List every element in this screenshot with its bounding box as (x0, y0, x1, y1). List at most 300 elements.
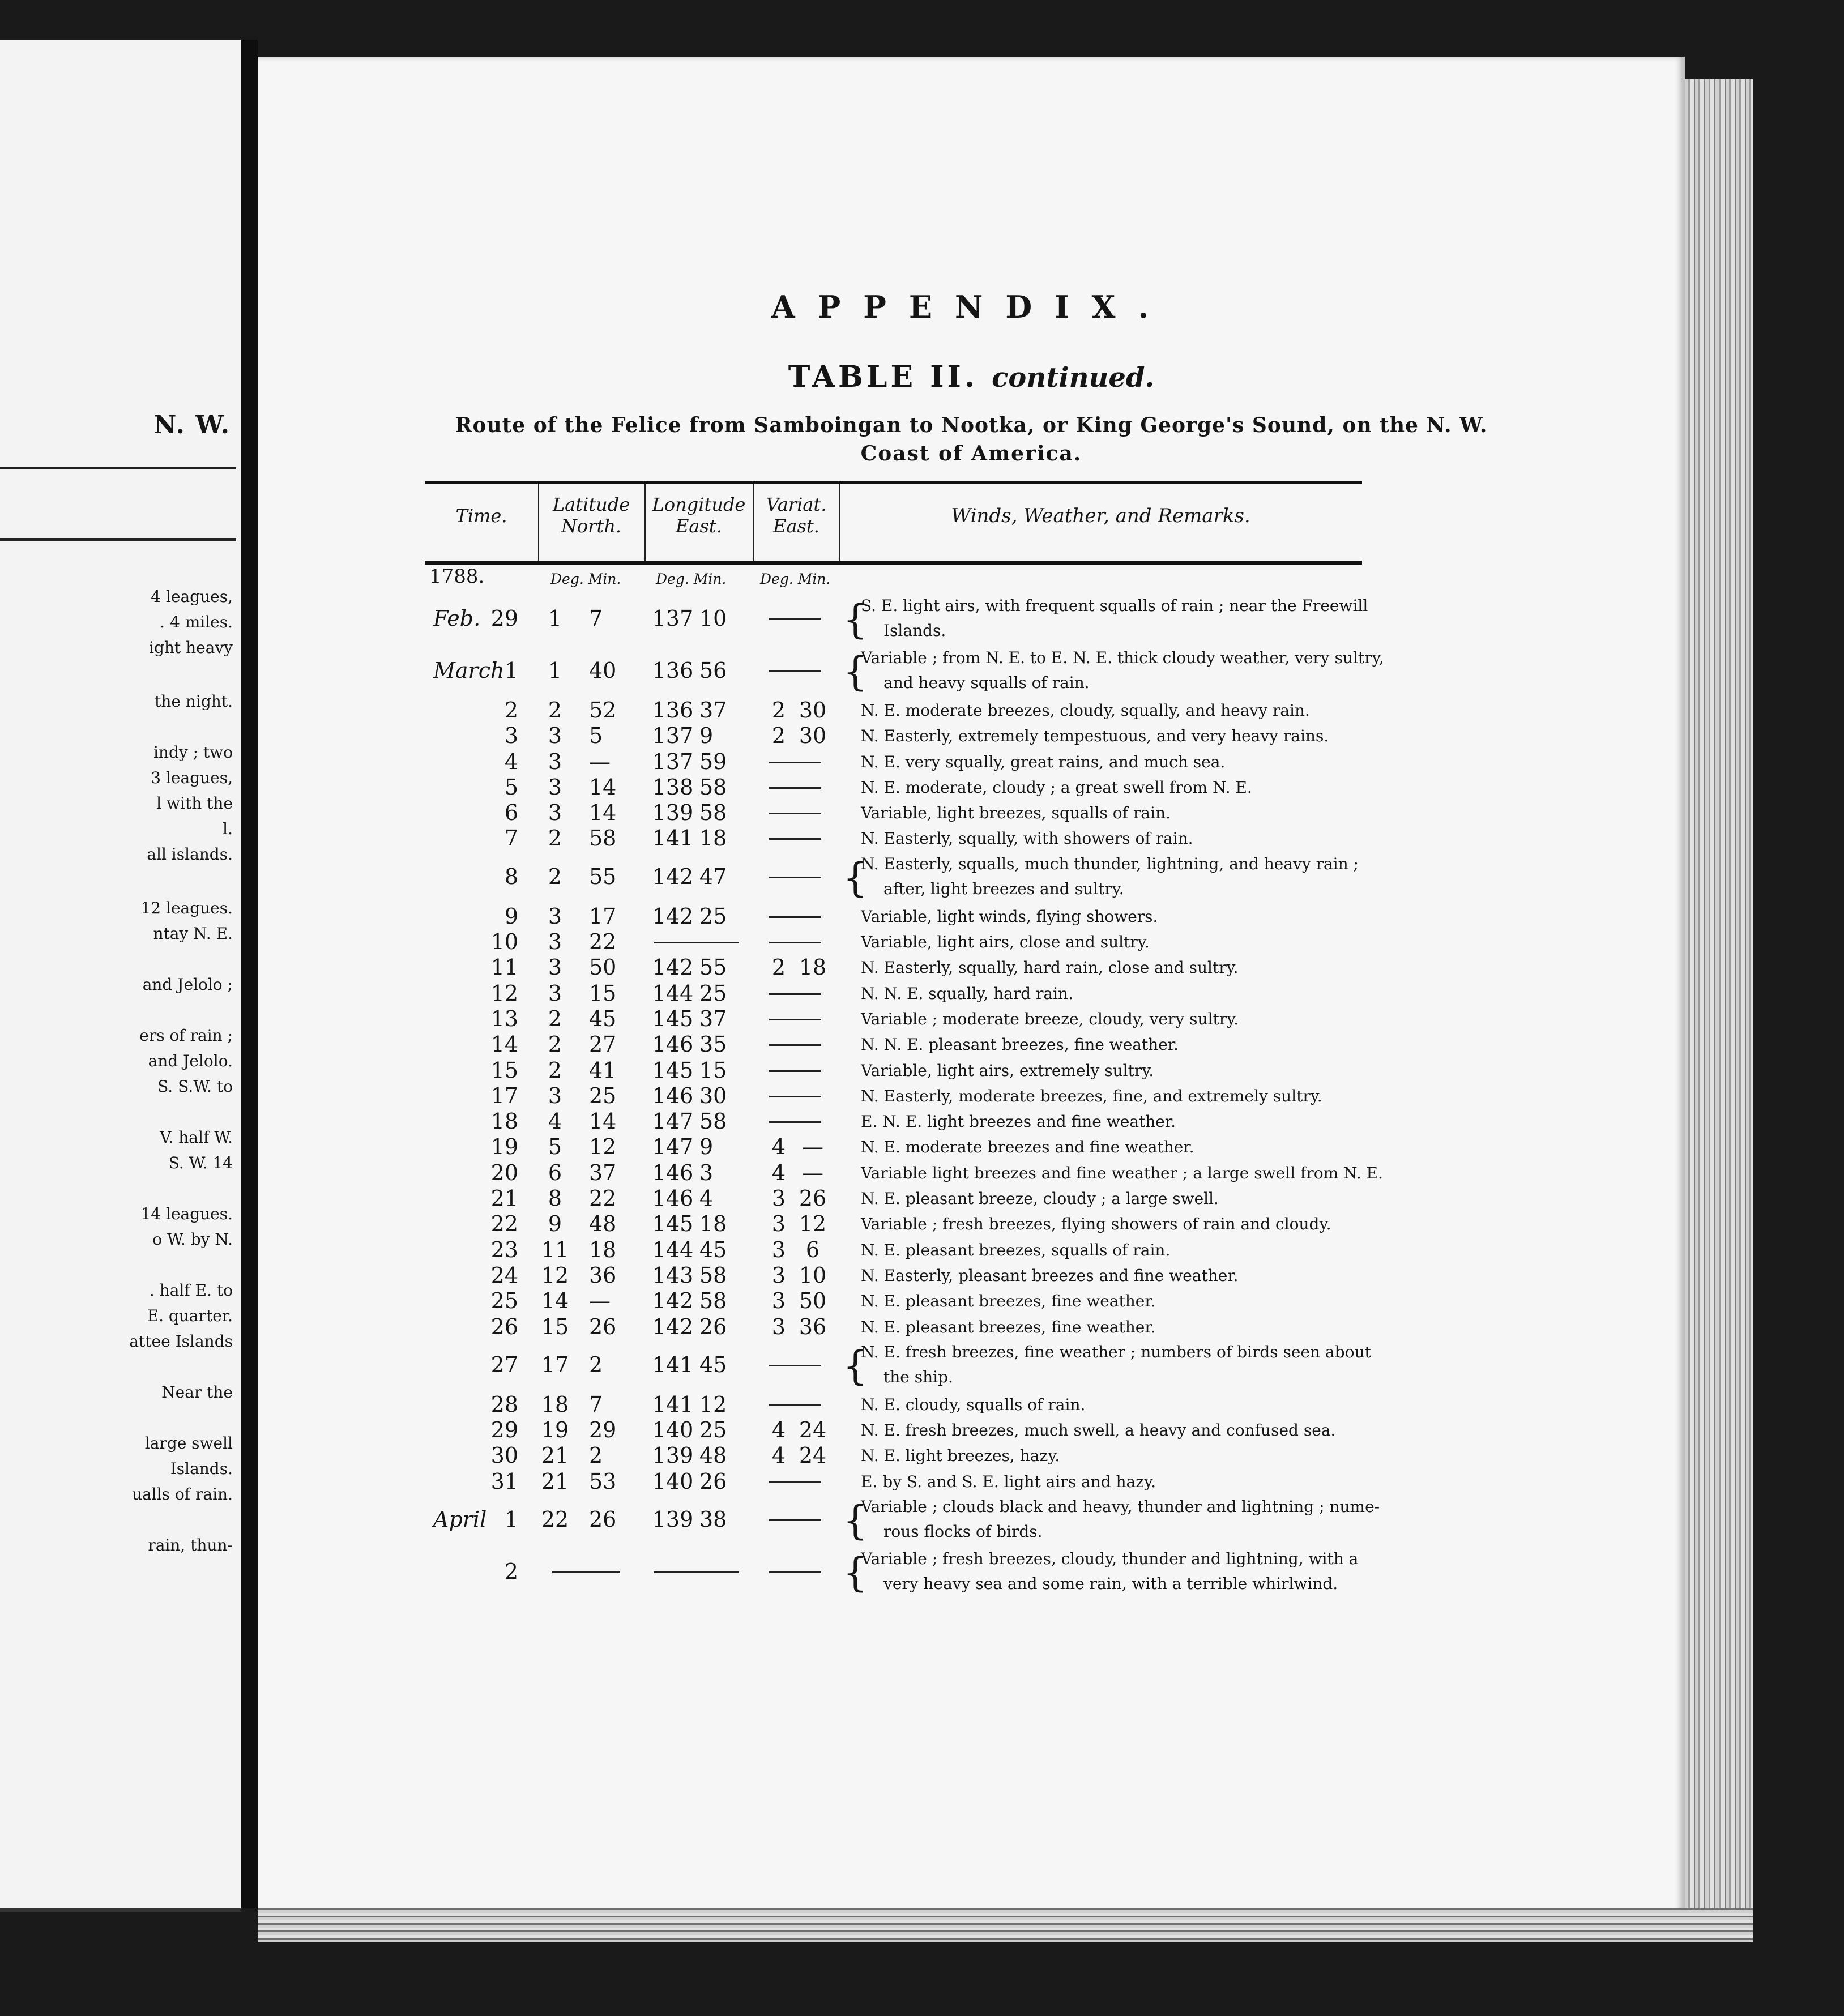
date-day: 25 (490, 1288, 518, 1314)
variation-minutes: 30 (799, 698, 827, 723)
latitude-minutes: 40 (589, 658, 617, 683)
latitude-degrees: 5 (548, 1134, 562, 1160)
table-row (425, 1083, 1362, 1109)
header-longitude-line1: Longitude (652, 494, 746, 515)
weather-remarks (861, 1494, 1380, 1544)
table-row (425, 852, 1362, 904)
latitude-minutes: — (589, 1288, 611, 1314)
longitude-degrees: 145 (652, 1057, 694, 1083)
date-month: March (433, 658, 505, 683)
table-row (425, 1392, 1362, 1417)
variation-degrees: 4 (771, 1443, 786, 1468)
route-subtitle-line1: Route of the Felice from Samboingan to Nootka, or King George's Sound, on the N. W. (455, 413, 1488, 437)
variation-blank-dash (769, 618, 821, 620)
longitude-minutes: 25 (699, 980, 727, 1006)
date-day: 5 (504, 774, 518, 800)
latitude-degrees: 8 (548, 1186, 562, 1211)
variation-blank-dash (769, 1070, 821, 1072)
weather-remarks (861, 981, 1359, 1006)
table-row (425, 1186, 1362, 1211)
date-day: 21 (490, 1186, 518, 1211)
longitude-degrees: 139 (652, 800, 694, 826)
left-page-text-line: . half E. to (149, 1281, 233, 1300)
remark-brace: { (843, 648, 868, 695)
weather-remarks (861, 826, 1359, 851)
longitude-minutes: 18 (699, 1211, 727, 1237)
latitude-degrees: 3 (548, 929, 562, 955)
latitude-minutes: 22 (589, 929, 617, 955)
weather-remarks (861, 1186, 1359, 1211)
table-row (425, 593, 1368, 646)
date-day: 29 (490, 1417, 518, 1443)
variation-blank-dash (769, 942, 821, 943)
longitude-degrees: 136 (652, 658, 694, 683)
variation-minutes: 24 (799, 1443, 827, 1468)
left-page-text-line: o W. by N. (152, 1230, 233, 1249)
date-month: Feb. (433, 606, 481, 631)
left-page-text-line: l with the (156, 794, 233, 813)
latitude-minutes: 12 (589, 1134, 617, 1160)
date-day: 1 (504, 658, 518, 683)
longitude-degrees: 138 (652, 774, 694, 800)
weather-remarks (861, 1211, 1359, 1237)
longitude-minutes: 26 (699, 1314, 727, 1339)
variation-blank-dash (769, 877, 821, 878)
table-row (425, 800, 1362, 826)
right-page (258, 57, 1685, 1914)
left-page-text-line: attee Islands (129, 1332, 233, 1351)
left-page-text-line: 14 leagues. (140, 1205, 233, 1223)
latitude-minutes: 26 (589, 1314, 617, 1339)
appendix-title: APPENDIX. (771, 289, 1172, 325)
date-day: 14 (490, 1032, 518, 1057)
route-subtitle-line2: Coast of America. (860, 442, 1082, 465)
longitude-minutes: 58 (699, 774, 727, 800)
remark-line: N. E. pleasant breeze, cloudy ; a large swell. (861, 1189, 1219, 1208)
weather-remarks (861, 1340, 1371, 1390)
longitude-degrees: 142 (652, 1288, 694, 1314)
date-day: 28 (490, 1391, 518, 1417)
table-row (425, 955, 1362, 980)
longitude-minutes: 25 (699, 1417, 727, 1443)
table-row (425, 1547, 1362, 1599)
weather-remarks (861, 1443, 1359, 1468)
latitude-degrees: 9 (548, 1211, 562, 1237)
left-page-text-line: E. quarter. (147, 1306, 233, 1325)
latitude-degrees: 19 (541, 1417, 569, 1443)
left-page-text-line: S. W. 14 (168, 1154, 233, 1172)
left-page-text-line: 4 leagues, (151, 587, 233, 606)
header-latitude (538, 494, 644, 537)
left-page-text-line: rain, thun- (148, 1536, 233, 1554)
left-page-text-line: S. S.W. to (157, 1077, 233, 1096)
weather-remarks (861, 1314, 1359, 1340)
table-title (258, 360, 1685, 394)
remark-line: rous flocks of birds. (883, 1522, 1043, 1541)
date-day: 15 (490, 1057, 518, 1083)
weather-remarks (861, 1058, 1359, 1083)
variation-degrees: 4 (771, 1160, 786, 1185)
variation-minutes: 6 (805, 1237, 820, 1262)
remark-brace: { (843, 854, 868, 901)
table-number: TABLE II. (788, 360, 978, 394)
header-variation-line1: Variat. (766, 494, 827, 515)
left-page-text-line: l. (223, 819, 233, 838)
longitude-minutes: 56 (699, 658, 727, 683)
table-row (425, 929, 1362, 955)
latitude-minutes: — (589, 749, 611, 774)
date-day: 26 (490, 1314, 518, 1339)
latitude-minutes: 25 (589, 1083, 617, 1108)
latitude-minutes: 7 (589, 606, 603, 631)
variation-blank-dash (769, 1365, 821, 1366)
latitude-minutes: 52 (589, 698, 617, 723)
weather-remarks (861, 929, 1359, 955)
weather-remarks (861, 1263, 1359, 1288)
date-day: 17 (490, 1083, 518, 1108)
longitude-degrees: 146 (652, 1160, 694, 1185)
weather-remarks (861, 1288, 1359, 1314)
latitude-minutes: 55 (589, 864, 617, 889)
longitude-degrees: 147 (652, 1109, 694, 1134)
date-day: 23 (490, 1237, 518, 1262)
left-page-fragment (0, 40, 241, 1912)
table-row (425, 1134, 1362, 1160)
variation-blank-dash (769, 1121, 821, 1123)
longitude-minutes: 37 (699, 698, 727, 723)
remark-brace: { (843, 1497, 868, 1544)
remark-line: E. by S. and S. E. light airs and hazy. (861, 1472, 1156, 1491)
remark-line: N. E. light breezes, hazy. (861, 1446, 1060, 1466)
latitude-degrees: 1 (548, 658, 562, 683)
latitude-degrees: 1 (548, 606, 562, 631)
longitude-minutes: 26 (699, 1468, 727, 1494)
date-day: 13 (490, 1006, 518, 1031)
longitude-minutes: 37 (699, 1006, 727, 1031)
longitude-degrees: 139 (652, 1443, 694, 1468)
longitude-degrees: 143 (652, 1262, 694, 1288)
latitude-degrees: 2 (548, 1032, 562, 1057)
weather-remarks (861, 904, 1359, 929)
longitude-degrees: 142 (652, 903, 694, 929)
remark-line: N. N. E. squally, hard rain. (861, 984, 1073, 1003)
longitude-minutes: 9 (699, 1134, 714, 1160)
variation-blank-dash (769, 838, 821, 840)
weather-remarks (861, 698, 1359, 723)
longitude-degrees: 147 (652, 1134, 694, 1160)
table-row (425, 826, 1362, 851)
table-row (425, 1288, 1362, 1314)
variation-blank-dash (769, 1019, 821, 1020)
variation-minutes: 10 (799, 1262, 827, 1288)
variation-degrees: 3 (771, 1314, 786, 1339)
longitude-minutes: 58 (699, 800, 727, 826)
longitude-degrees: 141 (652, 826, 694, 851)
table-row (425, 904, 1362, 929)
remark-line: Islands. (883, 621, 946, 640)
variation-blank-dash (769, 1519, 821, 1521)
date-day: 7 (504, 826, 518, 851)
longitude-minutes: 48 (699, 1443, 727, 1468)
longitude-degrees: 142 (652, 955, 694, 980)
weather-remarks (861, 1032, 1359, 1057)
longitude-minutes: 25 (699, 903, 727, 929)
longitude-degrees: 137 (652, 749, 694, 774)
longitude-minutes: 58 (699, 1109, 727, 1134)
longitude-blank-dash (654, 1571, 739, 1573)
variation-degrees: 2 (771, 723, 786, 749)
latitude-minutes: 36 (589, 1262, 617, 1288)
remark-line: Variable ; fresh breezes, flying showers of rain and cloudy. (861, 1215, 1331, 1234)
latitude-degrees: 17 (541, 1352, 569, 1377)
latitude-degrees: 2 (548, 826, 562, 851)
latitude-degrees: 14 (541, 1288, 569, 1314)
longitude-minutes: 59 (699, 749, 727, 774)
remark-line: N. Easterly, squalls, much thunder, lightning, and heavy rain ; (861, 854, 1359, 873)
date-day: 20 (490, 1160, 518, 1185)
table-row (425, 698, 1362, 723)
longitude-degrees: 139 (652, 1507, 694, 1532)
remark-brace: { (843, 596, 868, 643)
weather-remarks (861, 1237, 1359, 1263)
longitude-degrees: 140 (652, 1468, 694, 1494)
remark-line: N. E. very squally, great rains, and much sea. (861, 752, 1226, 771)
longitude-minutes: 58 (699, 1262, 727, 1288)
weather-remarks (861, 593, 1368, 643)
latitude-minutes: 22 (589, 1186, 617, 1211)
remark-line: N. Easterly, pleasant breezes and fine weather. (861, 1266, 1239, 1285)
variation-blank-dash (769, 670, 821, 672)
weather-remarks (861, 800, 1359, 826)
remark-line: the ship. (883, 1367, 953, 1386)
remark-line: Variable, light winds, flying showers. (861, 907, 1158, 926)
weather-remarks (861, 1547, 1359, 1596)
latitude-minutes: 45 (589, 1006, 617, 1031)
date-day: 2 (504, 698, 518, 723)
date-day: 11 (490, 955, 518, 980)
variation-degrees: 3 (771, 1237, 786, 1262)
date-day: 24 (490, 1262, 518, 1288)
latitude-minutes: 2 (589, 1443, 603, 1468)
variation-blank-dash (769, 1096, 821, 1097)
date-day: 27 (490, 1352, 518, 1377)
latitude-minutes: 14 (589, 1109, 617, 1134)
longitude-minutes: 47 (699, 864, 727, 889)
latitude-minutes: 41 (589, 1057, 617, 1083)
table-row (425, 1006, 1362, 1032)
variation-minutes: 26 (799, 1186, 827, 1211)
longitude-minutes: 9 (699, 723, 714, 749)
longitude-degrees: 145 (652, 1006, 694, 1031)
remark-line: after, light breezes and sultry. (883, 879, 1124, 898)
latitude-minutes: 14 (589, 774, 617, 800)
weather-remarks (861, 775, 1359, 800)
variation-degrees: 4 (771, 1417, 786, 1443)
weather-remarks (861, 1083, 1359, 1109)
book-gutter (241, 40, 258, 1908)
table-row (425, 1160, 1383, 1186)
longitude-degrees: 136 (652, 698, 694, 723)
longitude-minutes: 55 (699, 955, 727, 980)
latitude-degrees: 18 (541, 1391, 569, 1417)
latitude-minutes: 18 (589, 1237, 617, 1262)
left-page-text-line: the night. (155, 692, 233, 711)
longitude-degrees: 137 (652, 606, 694, 631)
table-row (425, 775, 1362, 800)
variation-minutes: 36 (799, 1314, 827, 1339)
latitude-minutes: 14 (589, 800, 617, 826)
remark-line: N. E. fresh breezes, fine weather ; numbers of birds seen about (861, 1342, 1371, 1361)
variation-degrees: 3 (771, 1288, 786, 1314)
table-row (425, 1340, 1371, 1392)
weather-remarks (861, 1109, 1359, 1134)
remark-line: N. E. pleasant breezes, squalls of rain. (861, 1240, 1171, 1259)
left-page-text-line: and Jelolo ; (142, 975, 233, 994)
weather-remarks (861, 1392, 1359, 1417)
longitude-minutes: 12 (699, 1391, 727, 1417)
left-page-text-line: Near the (161, 1383, 233, 1402)
header-longitude (644, 494, 753, 537)
table-row (425, 749, 1362, 775)
left-page-rule (0, 467, 236, 469)
date-day: 31 (490, 1468, 518, 1494)
latitude-degrees: 4 (548, 1109, 562, 1134)
table-row (425, 723, 1362, 749)
variation-subheader: Deg. Min. (760, 571, 831, 587)
variation-minutes: 12 (799, 1211, 827, 1237)
variation-minutes: 50 (799, 1288, 827, 1314)
table-row (425, 1443, 1362, 1468)
latitude-degrees: 11 (541, 1237, 569, 1262)
left-page-text-line: large swell (144, 1434, 233, 1453)
latitude-minutes: 2 (589, 1352, 603, 1377)
table-row (425, 1469, 1362, 1494)
table-row (425, 1211, 1362, 1237)
header-variation (753, 494, 839, 537)
remark-line: Variable ; moderate breeze, cloudy, very sultry. (861, 1009, 1239, 1028)
longitude-degrees: 146 (652, 1186, 694, 1211)
table-row (425, 646, 1384, 698)
latitude-minutes: 5 (589, 723, 603, 749)
remark-line: and heavy squalls of rain. (883, 673, 1090, 692)
weather-remarks (861, 1417, 1359, 1443)
weather-remarks (861, 852, 1359, 902)
date-day: 19 (490, 1134, 518, 1160)
latitude-degrees: 6 (548, 1160, 562, 1185)
longitude-degrees: 140 (652, 1417, 694, 1443)
latitude-degrees: 3 (548, 749, 562, 774)
left-page-text-line: ers of rain ; (139, 1026, 233, 1045)
variation-degrees: 3 (771, 1186, 786, 1211)
variation-degrees: 2 (771, 955, 786, 980)
longitude-minutes: 30 (699, 1083, 727, 1108)
remark-line: N. N. E. pleasant breezes, fine weather. (861, 1035, 1179, 1054)
latitude-degrees: 2 (548, 864, 562, 889)
latitude-minutes: 48 (589, 1211, 617, 1237)
table-row (425, 1237, 1362, 1263)
remark-line: N. E. pleasant breezes, fine weather. (861, 1292, 1156, 1311)
variation-minutes: 30 (799, 723, 827, 749)
header-remarks: Winds, Weather, and Remarks. (951, 505, 1250, 527)
latitude-minutes: 37 (589, 1160, 617, 1185)
longitude-subheader: Deg. Min. (656, 571, 727, 587)
latitude-minutes: 29 (589, 1417, 617, 1443)
latitude-degrees: 3 (548, 980, 562, 1006)
remark-line: N. Easterly, extremely tempestuous, and very heavy rains. (861, 727, 1329, 746)
variation-degrees: 4 (771, 1134, 786, 1160)
left-page-text-line: ntay N. E. (153, 924, 233, 943)
header-longitude-line2: East. (676, 515, 722, 537)
variation-minutes: — (802, 1160, 823, 1185)
remark-line: N. E. moderate, cloudy ; a great swell from N. E. (861, 778, 1252, 797)
remark-line: Variable ; fresh breezes, cloudy, thunder and lightning, with a (861, 1549, 1359, 1569)
date-day: 1 (504, 1507, 518, 1532)
weather-remarks (861, 646, 1384, 695)
variation-blank-dash (769, 916, 821, 918)
left-page-text-line: ualls of rain. (132, 1485, 233, 1504)
longitude-blank-dash (654, 942, 739, 943)
remark-line: N. E. moderate breezes, cloudy, squally, and heavy rain. (861, 701, 1310, 720)
table-row (425, 1494, 1380, 1547)
remark-line: N. E. pleasant breezes, fine weather. (861, 1317, 1156, 1336)
latitude-degrees: 3 (548, 1083, 562, 1108)
remark-brace: { (843, 1549, 868, 1596)
header-latitude-line1: Latitude (552, 494, 630, 515)
left-page-text-line: 3 leagues, (151, 768, 233, 787)
date-day: 4 (504, 749, 518, 774)
remark-line: N. Easterly, moderate breezes, fine, and extremely sultry. (861, 1086, 1322, 1105)
table-row (425, 1263, 1362, 1288)
longitude-degrees: 144 (652, 1237, 694, 1262)
longitude-minutes: 38 (699, 1507, 727, 1532)
latitude-degrees: 3 (548, 723, 562, 749)
latitude-degrees: 22 (541, 1507, 569, 1532)
variation-blank-dash (769, 1404, 821, 1406)
table-top-rule (425, 481, 1362, 484)
longitude-degrees: 142 (652, 1314, 694, 1339)
latitude-minutes: 17 (589, 903, 617, 929)
variation-minutes: — (802, 1134, 823, 1160)
longitude-degrees: 142 (652, 864, 694, 889)
remark-line: N. E. moderate breezes and fine weather. (861, 1138, 1194, 1157)
remark-line: Variable ; from N. E. to E. N. E. thick cloudy weather, very sultry, (861, 648, 1384, 667)
page-edge-stack (1685, 79, 1753, 1920)
remark-line: S. E. light airs, with frequent squalls of rain ; near the Freewill (861, 596, 1368, 615)
latitude-minutes: 53 (589, 1468, 617, 1494)
table-row (425, 981, 1362, 1006)
longitude-minutes: 3 (699, 1160, 714, 1185)
longitude-minutes: 45 (699, 1352, 727, 1377)
variation-minutes: 18 (799, 955, 827, 980)
date-day: 29 (490, 606, 518, 631)
weather-remarks (861, 1006, 1359, 1032)
longitude-minutes: 45 (699, 1237, 727, 1262)
longitude-minutes: 58 (699, 1288, 727, 1314)
left-page-text-line: ight heavy (149, 638, 233, 657)
weather-remarks (861, 723, 1359, 749)
longitude-degrees: 144 (652, 980, 694, 1006)
latitude-degrees: 12 (541, 1262, 569, 1288)
header-variation-line2: East. (773, 515, 819, 537)
table-continued-label: continued. (992, 362, 1155, 394)
table-row (425, 1058, 1362, 1083)
remark-line: N. Easterly, squally, hard rain, close and sultry. (861, 958, 1239, 977)
longitude-degrees: 141 (652, 1352, 694, 1377)
variation-blank-dash (769, 762, 821, 763)
longitude-minutes: 10 (699, 606, 727, 631)
left-page-text-line: 12 leagues. (140, 899, 233, 917)
variation-blank-dash (769, 1481, 821, 1483)
